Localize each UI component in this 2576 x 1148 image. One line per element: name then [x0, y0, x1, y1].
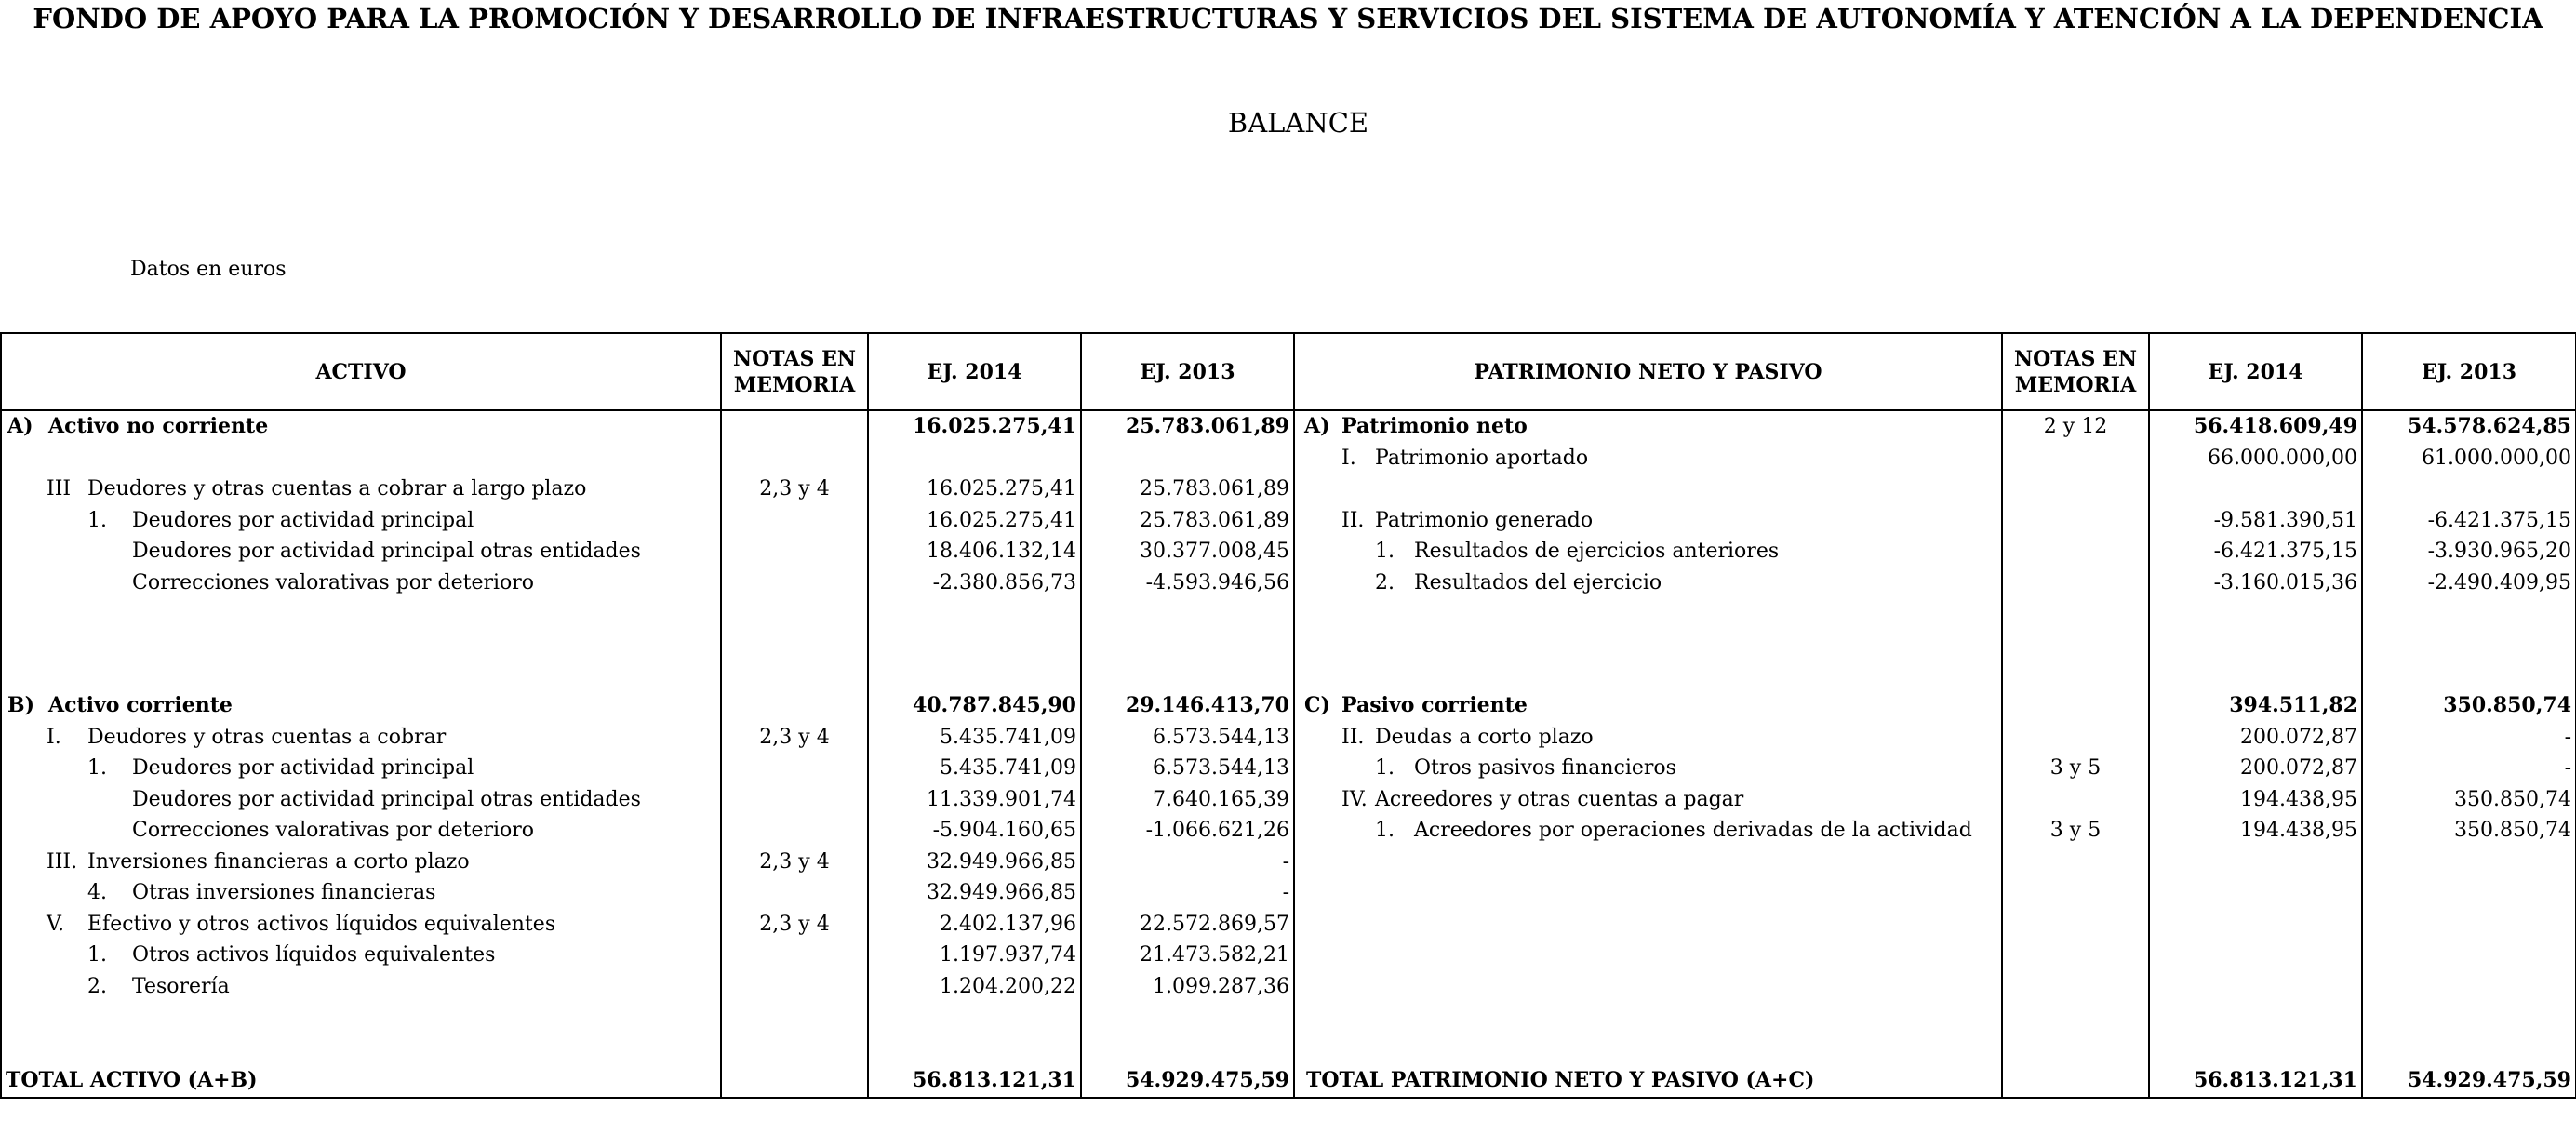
- activo-label-cell: [1, 909, 721, 941]
- table-row: [1, 598, 2576, 629]
- table-row: [1, 877, 2576, 909]
- empty-cell: [868, 629, 1081, 660]
- empty-cell: [1, 629, 721, 660]
- pasivo-nota-cell: 3 y 5: [2002, 753, 2149, 784]
- header-notas-line1: NOTAS EN: [733, 346, 856, 371]
- row-number-tag: B): [7, 693, 35, 717]
- activo-2013-cell: 25.783.061,89: [1081, 505, 1294, 537]
- empty-cell: [868, 1033, 1081, 1063]
- pasivo-label-cell: [1294, 940, 2002, 971]
- empty-cell: [2149, 1002, 2362, 1033]
- total-activo-2014: 56.813.121,31: [868, 1063, 1081, 1098]
- activo-2014-cell: [868, 443, 1081, 474]
- pasivo-nota-cell: [2002, 690, 2149, 722]
- row-number-tag: 2.: [1375, 570, 1395, 594]
- empty-cell: [2002, 629, 2149, 660]
- activo-2013-cell: 6.573.544,13: [1081, 753, 1294, 784]
- document-title: FONDO DE APOYO PARA LA PROMOCIÓN Y DESARROLLO DE INFRAESTRUCTURAS Y SERVICIOS DEL SISTEMA DE AUTONOMÍA Y ATENCIÓN A LA DEPENDENCIA: [33, 3, 2543, 34]
- activo-2014-cell: 32.949.966,85: [868, 877, 1081, 909]
- header-notas-activo: [721, 333, 868, 410]
- empty-cell: [1, 1033, 721, 1063]
- units-note: Datos en euros: [130, 258, 287, 281]
- row-label: Patrimonio aportado: [1375, 446, 1589, 470]
- empty-cell: [2002, 660, 2149, 690]
- pasivo-label-cell: [1294, 567, 2002, 599]
- header-notas-line2: MEMORIA: [733, 372, 856, 397]
- row-number-tag: 1.: [87, 756, 107, 780]
- pasivo-2014-cell: 194.438,95: [2149, 815, 2362, 847]
- empty-cell: [721, 1002, 868, 1033]
- row-label: Tesorería: [132, 974, 230, 998]
- header-pasivo: PATRIMONIO NETO Y PASIVO: [1294, 333, 2002, 410]
- row-number-tag: I.: [1341, 446, 1356, 470]
- header-notas-line2: MEMORIA: [2014, 372, 2137, 397]
- row-number-tag: 1.: [1375, 756, 1395, 780]
- total-pasivo-2014: 56.813.121,31: [2149, 1063, 2362, 1098]
- activo-2013-cell: 25.783.061,89: [1081, 474, 1294, 505]
- activo-2013-cell: 21.473.582,21: [1081, 940, 1294, 971]
- empty-cell: [2362, 1002, 2576, 1033]
- activo-nota-cell: [721, 940, 868, 971]
- table-row: [1, 1033, 2576, 1063]
- activo-label-cell: [1, 690, 721, 722]
- empty-cell: [2002, 1033, 2149, 1063]
- pasivo-2014-cell: 200.072,87: [2149, 722, 2362, 754]
- activo-label-cell: [1, 410, 721, 443]
- empty-cell: [2149, 629, 2362, 660]
- pasivo-2014-cell: [2149, 909, 2362, 941]
- table-row: [1, 815, 2576, 847]
- empty-cell: [1081, 629, 1294, 660]
- activo-label-cell: [1, 815, 721, 847]
- pasivo-label-cell: [1294, 536, 2002, 567]
- empty-cell: [2002, 598, 2149, 629]
- activo-nota-cell: [721, 567, 868, 599]
- row-label: Inversiones financieras a corto plazo: [87, 849, 470, 874]
- balance-body: [1, 410, 2576, 1063]
- table-row: [1, 940, 2576, 971]
- pasivo-label-cell: [1294, 722, 2002, 754]
- empty-cell: [721, 1033, 868, 1063]
- pasivo-nota-cell: [2002, 505, 2149, 537]
- empty-cell: [1, 598, 721, 629]
- pasivo-2013-cell: [2362, 847, 2576, 878]
- activo-nota-cell: [721, 971, 868, 1003]
- activo-label-cell: [1, 567, 721, 599]
- header-notas-line1: NOTAS EN: [2014, 346, 2137, 371]
- row-label: Pasivo corriente: [1341, 693, 1528, 717]
- pasivo-2014-cell: 66.000.000,00: [2149, 443, 2362, 474]
- activo-2013-cell: 30.377.008,45: [1081, 536, 1294, 567]
- activo-nota-cell: [721, 690, 868, 722]
- row-number-tag: 1.: [87, 508, 107, 532]
- activo-2013-cell: 22.572.869,57: [1081, 909, 1294, 941]
- header-ej2013-activo: EJ. 2013: [1081, 333, 1294, 410]
- row-label: Acreedores por operaciones derivadas de la actividad: [1414, 819, 1972, 842]
- pasivo-2014-cell: [2149, 877, 2362, 909]
- pasivo-nota-cell: 2 y 12: [2002, 410, 2149, 443]
- row-label: Otros pasivos financieros: [1414, 756, 1676, 780]
- empty-cell: [2002, 1002, 2149, 1033]
- activo-2014-cell: -2.380.856,73: [868, 567, 1081, 599]
- row-label: Resultados de ejercicios anteriores: [1414, 540, 1780, 563]
- pasivo-label-cell: [1294, 815, 2002, 847]
- activo-2013-cell: -4.593.946,56: [1081, 567, 1294, 599]
- pasivo-nota-cell: 3 y 5: [2002, 815, 2149, 847]
- activo-nota-cell: 2,3 y 4: [721, 847, 868, 878]
- activo-2013-cell: 1.099.287,36: [1081, 971, 1294, 1003]
- pasivo-2014-cell: 200.072,87: [2149, 753, 2362, 784]
- activo-nota-cell: 2,3 y 4: [721, 909, 868, 941]
- row-label: Correcciones valorativas por deterioro: [132, 570, 535, 594]
- table-row: [1, 629, 2576, 660]
- document-subtitle: BALANCE: [1227, 107, 1369, 139]
- row-label: Deudores por actividad principal: [132, 756, 474, 780]
- pasivo-nota-cell: [2002, 443, 2149, 474]
- pasivo-nota-cell: [2002, 909, 2149, 941]
- total-pasivo-nota: [2002, 1063, 2149, 1098]
- activo-2014-cell: 2.402.137,96: [868, 909, 1081, 941]
- activo-label-cell: [1, 971, 721, 1003]
- pasivo-2013-cell: 350.850,74: [2362, 784, 2576, 816]
- table-row: [1, 784, 2576, 816]
- pasivo-label-cell: [1294, 877, 2002, 909]
- activo-2014-cell: 40.787.845,90: [868, 690, 1081, 722]
- header-notas-pasivo: [2002, 333, 2149, 410]
- pasivo-2014-cell: 194.438,95: [2149, 784, 2362, 816]
- activo-2013-cell: 7.640.165,39: [1081, 784, 1294, 816]
- pasivo-label-cell: [1294, 474, 2002, 505]
- header-row: [1, 333, 2576, 410]
- pasivo-2013-cell: -3.930.965,20: [2362, 536, 2576, 567]
- activo-nota-cell: [721, 753, 868, 784]
- row-number-tag: 2.: [87, 974, 107, 998]
- empty-cell: [868, 598, 1081, 629]
- activo-2014-cell: 16.025.275,41: [868, 474, 1081, 505]
- empty-cell: [868, 660, 1081, 690]
- activo-nota-cell: [721, 877, 868, 909]
- pasivo-label-cell: [1294, 909, 2002, 941]
- header-ej2014-pasivo: EJ. 2014: [2149, 333, 2362, 410]
- empty-cell: [2149, 598, 2362, 629]
- row-label: Deudores por actividad principal otras entidades: [132, 540, 641, 563]
- table-row: [1, 660, 2576, 690]
- activo-2014-cell: -5.904.160,65: [868, 815, 1081, 847]
- empty-cell: [1081, 660, 1294, 690]
- row-label: Deudores y otras cuentas a cobrar: [87, 725, 447, 749]
- row-label: Efectivo y otros activos líquidos equivalentes: [87, 912, 556, 936]
- total-activo-label: TOTAL ACTIVO (A+B): [1, 1063, 721, 1098]
- pasivo-2013-cell: 54.578.624,85: [2362, 410, 2576, 443]
- pasivo-2013-cell: [2362, 940, 2576, 971]
- pasivo-2014-cell: -3.160.015,36: [2149, 567, 2362, 599]
- pasivo-2014-cell: [2149, 971, 2362, 1003]
- activo-2013-cell: [1081, 443, 1294, 474]
- pasivo-2013-cell: 350.850,74: [2362, 815, 2576, 847]
- pasivo-label-cell: [1294, 784, 2002, 816]
- pasivo-2013-cell: 61.000.000,00: [2362, 443, 2576, 474]
- row-label: Otros activos líquidos equivalentes: [132, 943, 496, 967]
- table-row: [1, 443, 2576, 474]
- empty-cell: [1, 1002, 721, 1033]
- empty-cell: [868, 1002, 1081, 1033]
- pasivo-label-cell: [1294, 505, 2002, 537]
- activo-2014-cell: 1.197.937,74: [868, 940, 1081, 971]
- pasivo-label-cell: [1294, 847, 2002, 878]
- empty-cell: [2362, 1033, 2576, 1063]
- activo-2013-cell: -1.066.621,26: [1081, 815, 1294, 847]
- pasivo-label-cell: [1294, 410, 2002, 443]
- activo-label-cell: [1, 753, 721, 784]
- row-number-tag: V.: [47, 912, 65, 936]
- row-number-tag: II.: [1341, 508, 1365, 532]
- activo-nota-cell: 2,3 y 4: [721, 722, 868, 754]
- activo-label-cell: [1, 505, 721, 537]
- balance-table: [0, 332, 2576, 1099]
- table-row: [1, 722, 2576, 754]
- activo-label-cell: [1, 443, 721, 474]
- header-ej2014-activo: EJ. 2014: [868, 333, 1081, 410]
- activo-2014-cell: 5.435.741,09: [868, 722, 1081, 754]
- pasivo-label-cell: [1294, 753, 2002, 784]
- row-number-tag: 1.: [1375, 819, 1395, 842]
- pasivo-2014-cell: [2149, 474, 2362, 505]
- activo-label-cell: [1, 940, 721, 971]
- activo-2013-cell: 29.146.413,70: [1081, 690, 1294, 722]
- activo-2014-cell: 16.025.275,41: [868, 410, 1081, 443]
- empty-cell: [2362, 660, 2576, 690]
- activo-2014-cell: 32.949.966,85: [868, 847, 1081, 878]
- row-number-tag: 4.: [87, 881, 107, 904]
- activo-2013-cell: -: [1081, 877, 1294, 909]
- empty-cell: [1, 660, 721, 690]
- activo-2013-cell: 6.573.544,13: [1081, 722, 1294, 754]
- table-row: [1, 909, 2576, 941]
- table-row: [1, 567, 2576, 599]
- pasivo-2013-cell: -6.421.375,15: [2362, 505, 2576, 537]
- activo-nota-cell: [721, 410, 868, 443]
- empty-cell: [1081, 1033, 1294, 1063]
- activo-label-cell: [1, 784, 721, 816]
- row-number-tag: I.: [47, 725, 61, 749]
- empty-cell: [1081, 1002, 1294, 1033]
- total-pasivo-label: TOTAL PATRIMONIO NETO Y PASIVO (A+C): [1294, 1063, 2002, 1098]
- pasivo-2014-cell: 56.418.609,49: [2149, 410, 2362, 443]
- pasivo-nota-cell: [2002, 940, 2149, 971]
- row-label: Activo no corriente: [48, 414, 269, 438]
- empty-cell: [1294, 1002, 2002, 1033]
- pasivo-2014-cell: 394.511,82: [2149, 690, 2362, 722]
- pasivo-2013-cell: -2.490.409,95: [2362, 567, 2576, 599]
- empty-cell: [721, 629, 868, 660]
- row-number-tag: 1.: [87, 943, 107, 967]
- row-label: Patrimonio generado: [1375, 508, 1594, 532]
- row-label: Deudores por actividad principal: [132, 508, 474, 532]
- activo-nota-cell: [721, 815, 868, 847]
- empty-cell: [1294, 629, 2002, 660]
- activo-nota-cell: [721, 536, 868, 567]
- pasivo-2013-cell: [2362, 971, 2576, 1003]
- total-activo-nota: [721, 1063, 868, 1098]
- pasivo-2013-cell: -: [2362, 753, 2576, 784]
- pasivo-2014-cell: -6.421.375,15: [2149, 536, 2362, 567]
- activo-nota-cell: [721, 784, 868, 816]
- row-number-tag: A): [1304, 414, 1330, 438]
- pasivo-nota-cell: [2002, 474, 2149, 505]
- table-row: [1, 536, 2576, 567]
- row-label: Otras inversiones financieras: [132, 881, 436, 904]
- activo-2013-cell: 25.783.061,89: [1081, 410, 1294, 443]
- activo-label-cell: [1, 847, 721, 878]
- table-row: [1, 1002, 2576, 1033]
- pasivo-nota-cell: [2002, 722, 2149, 754]
- pasivo-2014-cell: [2149, 847, 2362, 878]
- empty-cell: [2149, 1033, 2362, 1063]
- activo-nota-cell: [721, 443, 868, 474]
- row-number-tag: C): [1304, 693, 1330, 717]
- pasivo-2014-cell: -9.581.390,51: [2149, 505, 2362, 537]
- row-label: Deudas a corto plazo: [1375, 725, 1594, 749]
- empty-cell: [721, 598, 868, 629]
- pasivo-2013-cell: [2362, 909, 2576, 941]
- row-label: Resultados del ejercicio: [1414, 570, 1662, 594]
- pasivo-2013-cell: 350.850,74: [2362, 690, 2576, 722]
- row-number-tag: IV.: [1341, 787, 1368, 811]
- row-number-tag: II.: [1341, 725, 1365, 749]
- activo-label-cell: [1, 536, 721, 567]
- empty-cell: [2149, 660, 2362, 690]
- header-ej2013-pasivo: EJ. 2013: [2362, 333, 2576, 410]
- table-row: [1, 410, 2576, 443]
- row-label: Patrimonio neto: [1341, 414, 1528, 438]
- table-row: [1, 971, 2576, 1003]
- activo-label-cell: [1, 474, 721, 505]
- activo-2014-cell: 16.025.275,41: [868, 505, 1081, 537]
- pasivo-2013-cell: [2362, 474, 2576, 505]
- total-pasivo-2013: 54.929.475,59: [2362, 1063, 2576, 1098]
- row-label: Deudores por actividad principal otras entidades: [132, 787, 641, 811]
- table-row: [1, 847, 2576, 878]
- activo-nota-cell: 2,3 y 4: [721, 474, 868, 505]
- row-number-tag: III.: [47, 849, 78, 874]
- pasivo-2013-cell: [2362, 877, 2576, 909]
- pasivo-nota-cell: [2002, 567, 2149, 599]
- row-label: Acreedores y otras cuentas a pagar: [1375, 787, 1744, 811]
- empty-cell: [1081, 598, 1294, 629]
- empty-cell: [2362, 629, 2576, 660]
- pasivo-nota-cell: [2002, 536, 2149, 567]
- pasivo-2013-cell: -: [2362, 722, 2576, 754]
- activo-nota-cell: [721, 505, 868, 537]
- empty-cell: [1294, 598, 2002, 629]
- pasivo-nota-cell: [2002, 847, 2149, 878]
- activo-label-cell: [1, 877, 721, 909]
- row-label: Correcciones valorativas por deterioro: [132, 819, 535, 842]
- table-row: [1, 505, 2576, 537]
- activo-2014-cell: 5.435.741,09: [868, 753, 1081, 784]
- table-row: [1, 474, 2576, 505]
- activo-2014-cell: 1.204.200,22: [868, 971, 1081, 1003]
- empty-cell: [1294, 660, 2002, 690]
- pasivo-label-cell: [1294, 971, 2002, 1003]
- header-activo: ACTIVO: [1, 333, 721, 410]
- pasivo-nota-cell: [2002, 784, 2149, 816]
- empty-cell: [1294, 1033, 2002, 1063]
- pasivo-label-cell: [1294, 690, 2002, 722]
- empty-cell: [721, 660, 868, 690]
- pasivo-nota-cell: [2002, 971, 2149, 1003]
- activo-label-cell: [1, 722, 721, 754]
- pasivo-nota-cell: [2002, 877, 2149, 909]
- row-number-tag: A): [7, 414, 33, 438]
- table-row: [1, 753, 2576, 784]
- row-number-tag: 1.: [1375, 540, 1395, 563]
- row-label: Deudores y otras cuentas a cobrar a largo plazo: [87, 477, 587, 501]
- activo-2013-cell: -: [1081, 847, 1294, 878]
- activo-2014-cell: 18.406.132,14: [868, 536, 1081, 567]
- empty-cell: [2362, 598, 2576, 629]
- total-activo-2013: 54.929.475,59: [1081, 1063, 1294, 1098]
- activo-2014-cell: 11.339.901,74: [868, 784, 1081, 816]
- row-label: Activo corriente: [48, 693, 233, 717]
- pasivo-label-cell: [1294, 443, 2002, 474]
- table-row: [1, 690, 2576, 722]
- totals-row: [1, 1063, 2576, 1098]
- pasivo-2014-cell: [2149, 940, 2362, 971]
- row-number-tag: III: [47, 477, 72, 501]
